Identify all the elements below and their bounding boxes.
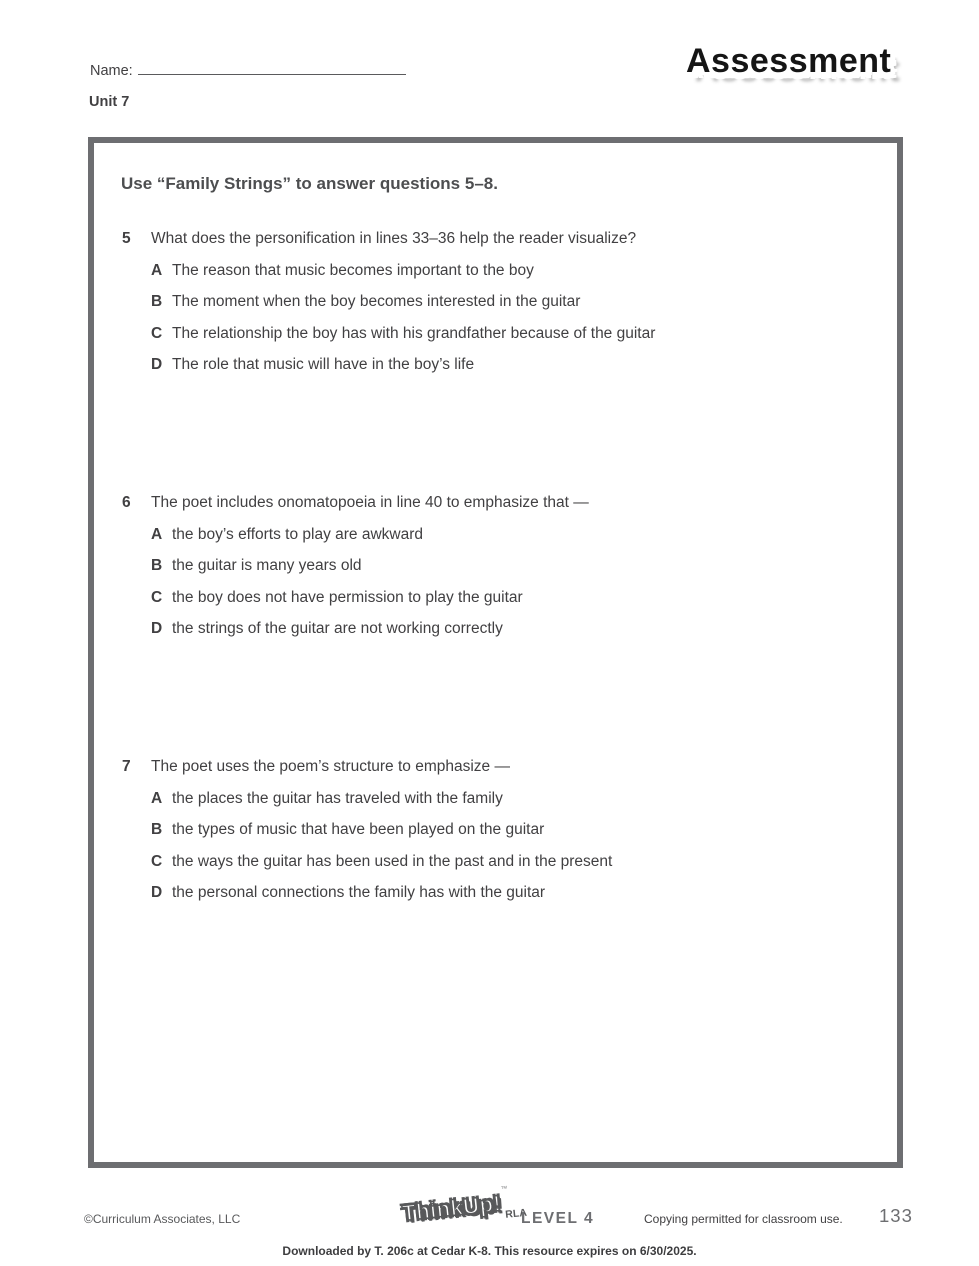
question-7 <box>122 757 861 902</box>
choice-letter: A <box>151 789 163 807</box>
trademark-symbol: ™ <box>500 1185 509 1194</box>
question-prompt: The poet uses the poem’s structure to emphasize — <box>151 758 510 775</box>
choice-a <box>151 789 861 808</box>
question-number: 6 <box>122 494 131 511</box>
question-5-choices <box>151 261 861 375</box>
choice-text: the guitar is many years old <box>172 557 362 574</box>
name-label: Name: <box>90 63 133 79</box>
name-row <box>90 61 406 79</box>
choice-letter: C <box>151 324 163 342</box>
choice-letter: B <box>151 821 163 838</box>
page-number: 133 <box>879 1205 913 1226</box>
question-6-choices <box>151 525 861 639</box>
question-prompt: The poet includes onomatopoeia in line 40 to emphasize that — <box>151 494 589 511</box>
choice-c <box>151 852 861 871</box>
choice-letter: B <box>151 293 163 310</box>
choice-text: The role that music will have in the boy’s life <box>172 356 475 373</box>
choice-a <box>151 525 861 544</box>
assessment-title: Assessment <box>686 42 892 80</box>
choice-text: the ways the guitar has been used in the past and in the present <box>172 852 613 870</box>
question-6 <box>122 493 861 638</box>
thinkup-logo-rla: RLA <box>504 1206 528 1221</box>
question-number: 7 <box>122 758 131 775</box>
question-box <box>88 137 903 1168</box>
choice-c <box>151 324 861 343</box>
choice-text: The relationship the boy has with his grandfather because of the guitar <box>172 324 656 342</box>
question-5 <box>122 229 861 374</box>
choice-b <box>151 556 861 575</box>
choice-letter: D <box>151 884 163 901</box>
choice-letter: D <box>151 356 163 373</box>
question-7-head <box>122 757 861 776</box>
choice-letter: A <box>151 261 163 279</box>
choice-c <box>151 588 861 607</box>
copyright-text: ©Curriculum Associates, LLC <box>84 1212 241 1226</box>
question-5-head <box>122 229 861 248</box>
choice-letter: D <box>151 620 163 637</box>
choice-text: The reason that music becomes important to the boy <box>172 261 534 279</box>
thinkup-logo-text: ThinkUp! <box>400 1190 503 1226</box>
choice-b <box>151 820 861 839</box>
choice-b <box>151 292 861 311</box>
choice-text: The moment when the boy becomes interested in the guitar <box>172 293 581 310</box>
question-7-choices <box>151 789 861 903</box>
choice-d <box>151 619 861 638</box>
choice-a <box>151 261 861 280</box>
question-number: 5 <box>122 230 131 247</box>
choice-text: the places the guitar has traveled with the family <box>172 789 503 807</box>
choice-text: the boy does not have permission to play the guitar <box>172 588 523 606</box>
download-notice: Downloaded by T. 206c at Cedar K-8. This resource expires on 6/30/2025. <box>282 1244 697 1258</box>
unit-label: Unit 7 <box>89 94 130 110</box>
question-6-head <box>122 493 861 512</box>
choice-text: the types of music that have been played on the guitar <box>172 821 545 838</box>
question-prompt: What does the personification in lines 33–36 help the reader visualize? <box>151 230 637 247</box>
choice-d <box>151 883 861 902</box>
choice-letter: C <box>151 852 163 870</box>
choice-d <box>151 355 861 374</box>
choice-text: the personal connections the family has with the guitar <box>172 884 546 901</box>
choice-text: the strings of the guitar are not working correctly <box>172 620 503 637</box>
choice-letter: C <box>151 588 163 606</box>
copy-permission-notice: Copying permitted for classroom use. <box>644 1212 843 1226</box>
choice-text: the boy’s efforts to play are awkward <box>172 525 424 543</box>
level-label: LEVEL 4 <box>521 1210 595 1227</box>
name-blank-line <box>138 61 406 75</box>
choice-letter: B <box>151 557 163 574</box>
thinkup-logo <box>401 1187 531 1226</box>
choice-letter: A <box>151 525 163 543</box>
passage-instruction: Use “Family Strings” to answer questions 5–8. <box>121 174 498 193</box>
